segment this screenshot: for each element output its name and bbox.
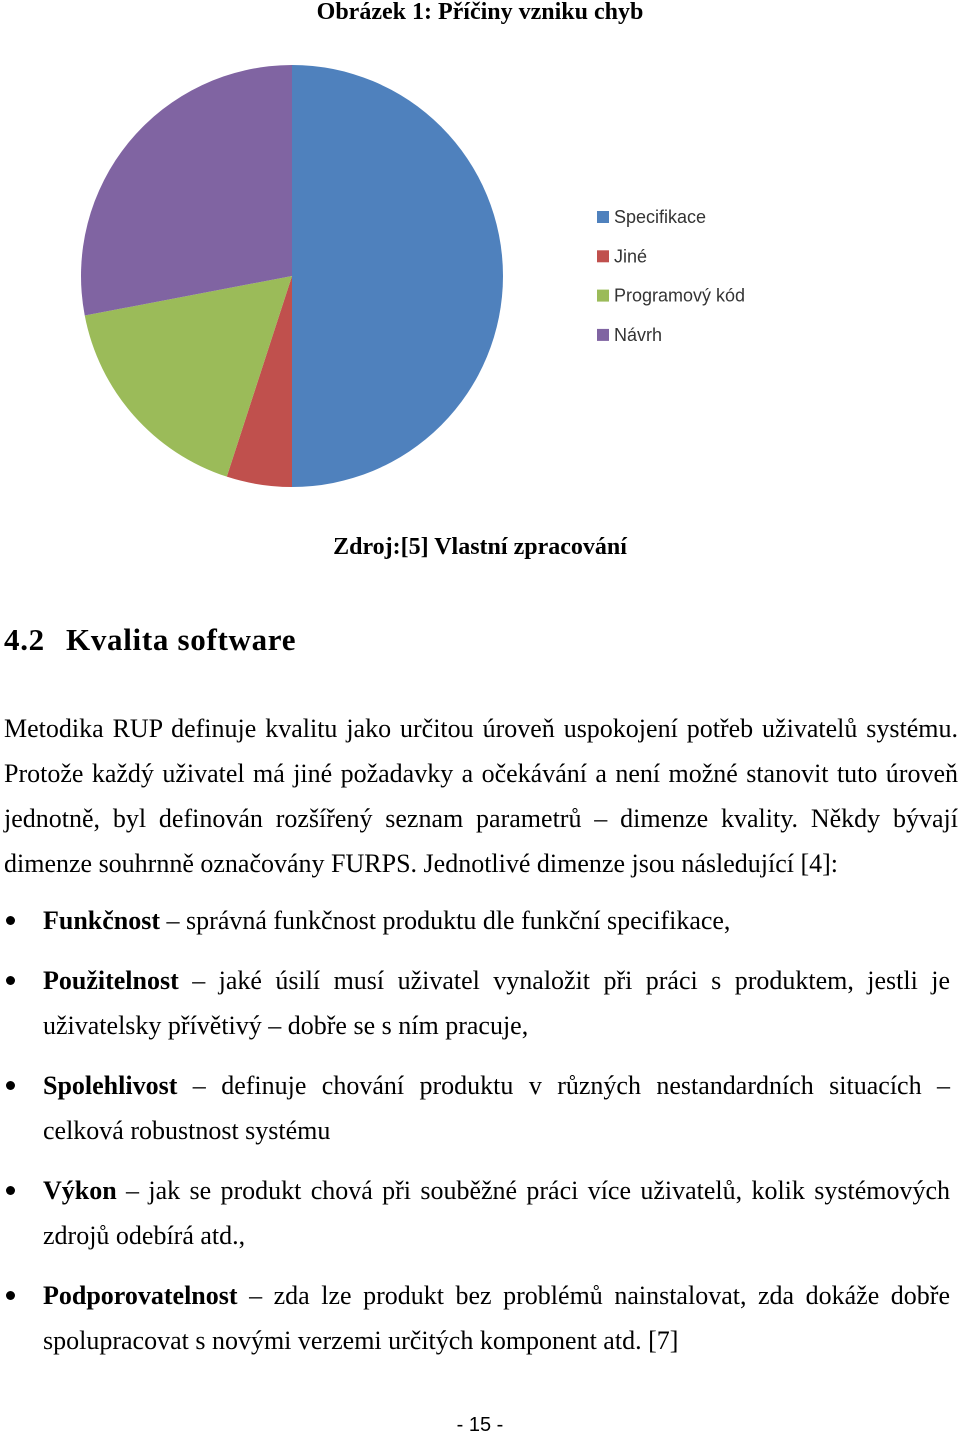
legend-swatch-navrh [597, 329, 609, 341]
bullet-term: Podporovatelnost [43, 1281, 238, 1310]
legend-label-specifikace: Specifikace [614, 207, 707, 227]
bullet-term: Funkčnost [43, 906, 161, 935]
pie-slice-specifikace [292, 65, 503, 487]
page-number: - 15 - [456, 1414, 504, 1436]
section-title: Kvalita software [66, 622, 297, 657]
quality-dimensions-list [0, 898, 960, 1378]
pie-chart [0, 50, 960, 510]
list-item [43, 1063, 950, 1153]
bullet-term: Výkon [43, 1176, 117, 1205]
section-heading [4, 622, 296, 658]
bullet-icon [6, 1291, 15, 1300]
legend-swatch-programovy-kod [597, 290, 609, 302]
legend-label-navrh: Návrh [614, 324, 663, 345]
bullet-text: – správná funkčnost produktu dle funkční specifikace, [166, 906, 731, 935]
figure-caption: Obrázek 1: Příčiny vzniku chyb [316, 0, 644, 25]
body-paragraph: Metodika RUP definuje kvalitu jako určitou úroveň uspokojení potřeb uživatelů systému. Protože každý uživatel má jiné požadavky a očekávání a není možné stanovit tuto úroveň jednotně, byl definován rozšířený seznam parametrů – dimenze kvality. Někdy bývají dimenze souhrnně označovány FURPS. Jednotlivé dimenze jsou následující [4]: [4, 714, 958, 878]
bullet-text: – definuje chování produktu v různých nestandardních situacích – celková robustnost systému [43, 1071, 951, 1145]
legend-label-programovy-kod: Programový kód [614, 285, 746, 306]
legend-swatch-specifikace [597, 211, 609, 223]
pie-slices [81, 65, 503, 487]
chart-legend [597, 207, 745, 345]
list-item [43, 898, 950, 943]
legend-swatch-jine [597, 250, 609, 262]
bullet-term: Použitelnost [43, 966, 179, 995]
bullet-icon [6, 976, 15, 985]
figure-source: Zdroj:[5] Vlastní zpracování [333, 534, 627, 560]
section-number: 4.2 [4, 622, 45, 657]
pie-slice-navrh [81, 65, 292, 316]
list-item [43, 1168, 950, 1258]
bullet-icon [6, 1081, 15, 1090]
bullet-text: – jak se produkt chová při souběžné práci více uživatelů, kolik systémových zdrojů odebírá atd., [43, 1176, 950, 1250]
bullet-icon [6, 916, 15, 925]
legend-label-jine: Jiné [614, 246, 648, 267]
bullet-text: – jaké úsilí musí uživatel vynaložit při práci s produktem, jestli je uživatelsky přívětivý – dobře se s ním pracuje, [43, 966, 951, 1040]
list-item [43, 958, 950, 1048]
list-item [43, 1273, 950, 1363]
bullet-term: Spolehlivost [43, 1071, 178, 1100]
bullet-icon [6, 1186, 15, 1195]
bullet-text: – zda lze produkt bez problémů nainstalovat, zda dokáže dobře spolupracovat s novými verzemi určitých komponent atd. [7] [43, 1281, 950, 1355]
